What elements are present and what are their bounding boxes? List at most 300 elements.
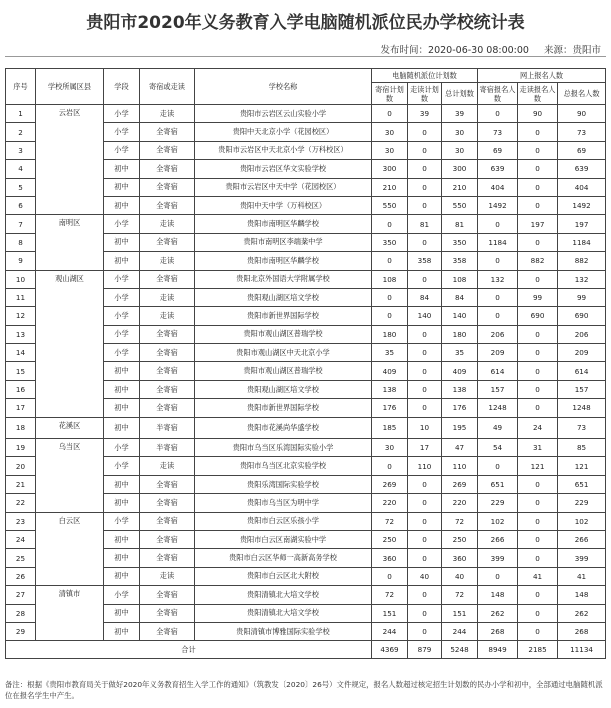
row-plan-boarding: 151 xyxy=(372,604,408,622)
row-plan-day: 10 xyxy=(408,417,442,438)
row-apply-total: 73 xyxy=(558,123,606,141)
row-apply-total: 132 xyxy=(558,270,606,288)
row-apply-total: 157 xyxy=(558,380,606,398)
row-apply-boarding: 102 xyxy=(478,512,518,530)
row-boarding: 全寄宿 xyxy=(140,475,195,493)
row-plan-day: 0 xyxy=(408,604,442,622)
header-plan-total: 总计划数 xyxy=(442,83,478,105)
row-boarding: 全寄宿 xyxy=(140,344,195,362)
row-apply-boarding: 0 xyxy=(478,307,518,325)
row-apply-boarding: 209 xyxy=(478,344,518,362)
row-apply-boarding: 148 xyxy=(478,586,518,604)
row-plan-day: 84 xyxy=(408,288,442,306)
row-apply-day: 0 xyxy=(518,549,558,567)
row-apply-day: 882 xyxy=(518,252,558,270)
row-plan-total: 140 xyxy=(442,307,478,325)
row-level: 小学 xyxy=(104,105,140,123)
row-plan-day: 0 xyxy=(408,380,442,398)
row-level: 小学 xyxy=(104,457,140,475)
row-plan-boarding: 35 xyxy=(372,344,408,362)
row-plan-total: 108 xyxy=(442,270,478,288)
row-school: 贵阳乐湾国际实验学校 xyxy=(195,475,372,493)
row-school: 贵阳市观山湖区中天北京小学 xyxy=(195,344,372,362)
row-apply-day: 41 xyxy=(518,567,558,585)
row-boarding: 走读 xyxy=(140,457,195,475)
row-apply-total: 639 xyxy=(558,160,606,178)
row-plan-total: 110 xyxy=(442,457,478,475)
row-seq: 10 xyxy=(6,270,36,288)
row-plan-boarding: 180 xyxy=(372,325,408,343)
row-seq: 6 xyxy=(6,196,36,214)
row-plan-day: 110 xyxy=(408,457,442,475)
row-plan-day: 0 xyxy=(408,362,442,380)
row-apply-total: 206 xyxy=(558,325,606,343)
row-apply-total: 262 xyxy=(558,604,606,622)
row-plan-boarding: 30 xyxy=(372,439,408,457)
row-apply-day: 0 xyxy=(518,494,558,512)
row-boarding: 全寄宿 xyxy=(140,586,195,604)
row-apply-total: 73 xyxy=(558,417,606,438)
row-boarding: 走读 xyxy=(140,288,195,306)
table-row xyxy=(6,417,606,438)
row-apply-boarding: 69 xyxy=(478,141,518,159)
row-level: 初中 xyxy=(104,178,140,196)
row-seq: 29 xyxy=(6,622,36,640)
row-district: 白云区 xyxy=(36,512,104,586)
publish-time: 发布时间：2020-06-30 08:00:00 xyxy=(380,45,529,56)
total-plan-day: 879 xyxy=(408,641,442,659)
row-seq: 18 xyxy=(6,417,36,438)
row-apply-boarding: 266 xyxy=(478,530,518,548)
row-plan-total: 72 xyxy=(442,586,478,604)
row-plan-total: 409 xyxy=(442,362,478,380)
row-apply-boarding: 639 xyxy=(478,160,518,178)
row-school: 贵阳市花溪尚华盛学校 xyxy=(195,417,372,438)
row-apply-day: 31 xyxy=(518,439,558,457)
row-apply-boarding: 262 xyxy=(478,604,518,622)
row-level: 初中 xyxy=(104,233,140,251)
row-school: 贵阳清镇北大培文学校 xyxy=(195,604,372,622)
row-plan-boarding: 72 xyxy=(372,512,408,530)
row-seq: 2 xyxy=(6,123,36,141)
row-apply-boarding: 132 xyxy=(478,270,518,288)
row-apply-total: 102 xyxy=(558,512,606,530)
row-apply-total: 209 xyxy=(558,344,606,362)
row-seq: 24 xyxy=(6,530,36,548)
row-plan-day: 0 xyxy=(408,622,442,640)
row-apply-day: 690 xyxy=(518,307,558,325)
row-boarding: 全寄宿 xyxy=(140,141,195,159)
row-apply-total: 614 xyxy=(558,362,606,380)
row-plan-boarding: 244 xyxy=(372,622,408,640)
row-plan-total: 220 xyxy=(442,494,478,512)
row-apply-day: 0 xyxy=(518,604,558,622)
row-plan-day: 40 xyxy=(408,567,442,585)
row-apply-boarding: 1492 xyxy=(478,196,518,214)
row-level: 初中 xyxy=(104,567,140,585)
row-apply-day: 0 xyxy=(518,160,558,178)
row-seq: 20 xyxy=(6,457,36,475)
row-boarding: 走读 xyxy=(140,252,195,270)
row-apply-boarding: 0 xyxy=(478,105,518,123)
row-school: 贵阳市南明区华麟学校 xyxy=(195,252,372,270)
row-plan-total: 269 xyxy=(442,475,478,493)
row-plan-total: 30 xyxy=(442,141,478,159)
row-apply-boarding: 1248 xyxy=(478,399,518,417)
row-apply-total: 85 xyxy=(558,439,606,457)
row-apply-total: 41 xyxy=(558,567,606,585)
row-level: 初中 xyxy=(104,622,140,640)
total-apply-total: 11134 xyxy=(558,641,606,659)
row-apply-boarding: 49 xyxy=(478,417,518,438)
row-apply-boarding: 399 xyxy=(478,549,518,567)
row-apply-total: 1492 xyxy=(558,196,606,214)
row-apply-day: 0 xyxy=(518,123,558,141)
total-row xyxy=(6,641,606,659)
row-level: 初中 xyxy=(104,530,140,548)
header-apply-day: 走读报名人数 xyxy=(518,83,558,105)
row-apply-day: 197 xyxy=(518,215,558,233)
row-boarding: 走读 xyxy=(140,567,195,585)
row-plan-total: 176 xyxy=(442,399,478,417)
header-district: 学校所属区县 xyxy=(36,69,104,105)
row-seq: 26 xyxy=(6,567,36,585)
row-apply-day: 0 xyxy=(518,141,558,159)
row-school: 贵阳市新世界国际学校 xyxy=(195,399,372,417)
row-plan-day: 0 xyxy=(408,178,442,196)
row-level: 初中 xyxy=(104,417,140,438)
row-school: 贵阳市云岩区中天中学（花园校区） xyxy=(195,178,372,196)
row-plan-boarding: 360 xyxy=(372,549,408,567)
row-seq: 28 xyxy=(6,604,36,622)
row-apply-day: 0 xyxy=(518,399,558,417)
row-seq: 8 xyxy=(6,233,36,251)
row-apply-boarding: 0 xyxy=(478,567,518,585)
row-plan-day: 0 xyxy=(408,233,442,251)
row-school: 贵阳市南明区李端棻中学 xyxy=(195,233,372,251)
row-apply-boarding: 0 xyxy=(478,215,518,233)
row-plan-total: 210 xyxy=(442,178,478,196)
row-plan-day: 0 xyxy=(408,530,442,548)
total-plan-total: 5248 xyxy=(442,641,478,659)
row-seq: 15 xyxy=(6,362,36,380)
row-plan-total: 151 xyxy=(442,604,478,622)
row-district: 清镇市 xyxy=(36,586,104,641)
row-apply-total: 690 xyxy=(558,307,606,325)
row-level: 小学 xyxy=(104,586,140,604)
row-boarding: 全寄宿 xyxy=(140,325,195,343)
row-apply-day: 0 xyxy=(518,196,558,214)
row-apply-day: 99 xyxy=(518,288,558,306)
title-divider xyxy=(5,56,606,57)
row-apply-day: 0 xyxy=(518,586,558,604)
row-plan-day: 0 xyxy=(408,270,442,288)
row-plan-day: 0 xyxy=(408,160,442,178)
row-plan-boarding: 72 xyxy=(372,586,408,604)
row-plan-boarding: 269 xyxy=(372,475,408,493)
row-plan-total: 138 xyxy=(442,380,478,398)
row-school: 贵阳市白云区华师一高新高务学校 xyxy=(195,549,372,567)
row-plan-day: 0 xyxy=(408,141,442,159)
row-plan-day: 140 xyxy=(408,307,442,325)
row-plan-day: 17 xyxy=(408,439,442,457)
row-apply-day: 0 xyxy=(518,270,558,288)
row-plan-total: 360 xyxy=(442,549,478,567)
row-plan-total: 84 xyxy=(442,288,478,306)
row-apply-day: 0 xyxy=(518,530,558,548)
row-apply-total: 651 xyxy=(558,475,606,493)
row-plan-day: 0 xyxy=(408,475,442,493)
row-school: 贵阳市乌当区为明中学 xyxy=(195,494,372,512)
row-apply-total: 69 xyxy=(558,141,606,159)
row-boarding: 走读 xyxy=(140,307,195,325)
row-district: 云岩区 xyxy=(36,105,104,215)
row-seq: 9 xyxy=(6,252,36,270)
row-apply-day: 0 xyxy=(518,233,558,251)
row-plan-day: 358 xyxy=(408,252,442,270)
row-plan-total: 35 xyxy=(442,344,478,362)
row-school: 贵阳中天北京小学（花园校区） xyxy=(195,123,372,141)
row-level: 初中 xyxy=(104,494,140,512)
row-seq: 22 xyxy=(6,494,36,512)
row-plan-total: 47 xyxy=(442,439,478,457)
header-plan-day: 走读计划数 xyxy=(408,83,442,105)
row-seq: 19 xyxy=(6,439,36,457)
row-seq: 5 xyxy=(6,178,36,196)
row-level: 初中 xyxy=(104,252,140,270)
row-plan-total: 195 xyxy=(442,417,478,438)
header-seq: 序号 xyxy=(6,69,36,105)
row-apply-day: 0 xyxy=(518,362,558,380)
total-plan-boarding: 4369 xyxy=(372,641,408,659)
row-school: 贵阳市新世界国际学校 xyxy=(195,307,372,325)
row-plan-boarding: 30 xyxy=(372,123,408,141)
row-apply-day: 0 xyxy=(518,325,558,343)
row-apply-boarding: 54 xyxy=(478,439,518,457)
row-seq: 3 xyxy=(6,141,36,159)
row-apply-day: 0 xyxy=(518,380,558,398)
row-seq: 1 xyxy=(6,105,36,123)
row-boarding: 全寄宿 xyxy=(140,399,195,417)
source-label: 来源：贵阳市 xyxy=(543,45,601,56)
header-apply-total: 总报名人数 xyxy=(558,83,606,105)
row-plan-total: 300 xyxy=(442,160,478,178)
row-plan-boarding: 0 xyxy=(372,215,408,233)
row-apply-boarding: 268 xyxy=(478,622,518,640)
row-seq: 16 xyxy=(6,380,36,398)
row-seq: 11 xyxy=(6,288,36,306)
row-plan-boarding: 0 xyxy=(372,252,408,270)
row-plan-day: 0 xyxy=(408,399,442,417)
row-apply-boarding: 73 xyxy=(478,123,518,141)
row-plan-total: 358 xyxy=(442,252,478,270)
row-plan-boarding: 210 xyxy=(372,178,408,196)
row-school: 贵阳北京外国语大学附属学校 xyxy=(195,270,372,288)
row-plan-day: 39 xyxy=(408,105,442,123)
header-school: 学校名称 xyxy=(195,69,372,105)
row-seq: 17 xyxy=(6,399,36,417)
row-boarding: 全寄宿 xyxy=(140,123,195,141)
row-seq: 27 xyxy=(6,586,36,604)
row-school: 贵阳市乌当区北京实验学校 xyxy=(195,457,372,475)
row-plan-day: 0 xyxy=(408,123,442,141)
row-plan-boarding: 550 xyxy=(372,196,408,214)
row-boarding: 半寄宿 xyxy=(140,417,195,438)
row-boarding: 全寄宿 xyxy=(140,270,195,288)
row-plan-total: 244 xyxy=(442,622,478,640)
row-plan-day: 0 xyxy=(408,344,442,362)
row-level: 小学 xyxy=(104,270,140,288)
row-plan-boarding: 0 xyxy=(372,105,408,123)
row-apply-total: 229 xyxy=(558,494,606,512)
row-apply-boarding: 229 xyxy=(478,494,518,512)
row-plan-boarding: 0 xyxy=(372,457,408,475)
table-row xyxy=(6,215,606,233)
row-level: 小学 xyxy=(104,439,140,457)
row-boarding: 全寄宿 xyxy=(140,178,195,196)
row-apply-day: 0 xyxy=(518,178,558,196)
row-level: 初中 xyxy=(104,399,140,417)
row-apply-boarding: 404 xyxy=(478,178,518,196)
row-plan-day: 0 xyxy=(408,586,442,604)
row-boarding: 全寄宿 xyxy=(140,530,195,548)
row-plan-boarding: 409 xyxy=(372,362,408,380)
row-district: 花溪区 xyxy=(36,417,104,438)
row-apply-day: 0 xyxy=(518,344,558,362)
row-plan-boarding: 108 xyxy=(372,270,408,288)
table-row xyxy=(6,105,606,123)
row-level: 小学 xyxy=(104,307,140,325)
row-apply-total: 1184 xyxy=(558,233,606,251)
row-boarding: 走读 xyxy=(140,105,195,123)
row-level: 小学 xyxy=(104,141,140,159)
row-school: 贵阳清镇市博雅国际实验学校 xyxy=(195,622,372,640)
total-label: 合计 xyxy=(6,641,372,659)
row-boarding: 全寄宿 xyxy=(140,380,195,398)
row-boarding: 全寄宿 xyxy=(140,494,195,512)
row-school: 贵阳市观山湖区普瑞学校 xyxy=(195,362,372,380)
row-plan-total: 250 xyxy=(442,530,478,548)
row-school: 贵阳观山湖区培文学校 xyxy=(195,380,372,398)
row-school: 贵阳市乌当区乐湾国际实验小学 xyxy=(195,439,372,457)
row-school: 贵阳市白云区乐孩小学 xyxy=(195,512,372,530)
row-seq: 4 xyxy=(6,160,36,178)
row-level: 初中 xyxy=(104,549,140,567)
table-row xyxy=(6,512,606,530)
header-apply-group: 网上报名人数 xyxy=(478,69,606,83)
total-apply-day: 2185 xyxy=(518,641,558,659)
publish-meta xyxy=(381,42,601,56)
row-plan-day: 0 xyxy=(408,494,442,512)
row-level: 初中 xyxy=(104,196,140,214)
page-title: 贵阳市2020年义务教育入学电脑随机派位民办学校统计表 xyxy=(86,13,525,33)
row-apply-boarding: 0 xyxy=(478,457,518,475)
row-level: 初中 xyxy=(104,380,140,398)
table-row xyxy=(6,439,606,457)
header-level: 学段 xyxy=(104,69,140,105)
row-plan-day: 0 xyxy=(408,325,442,343)
row-school: 贵阳市云岩区云山实验小学 xyxy=(195,105,372,123)
header-plan-boarding: 寄宿计划数 xyxy=(372,83,408,105)
row-apply-day: 121 xyxy=(518,457,558,475)
row-level: 初中 xyxy=(104,604,140,622)
row-plan-day: 0 xyxy=(408,512,442,530)
row-apply-day: 0 xyxy=(518,475,558,493)
row-boarding: 全寄宿 xyxy=(140,160,195,178)
row-plan-total: 39 xyxy=(442,105,478,123)
row-boarding: 半寄宿 xyxy=(140,439,195,457)
row-plan-boarding: 220 xyxy=(372,494,408,512)
row-plan-boarding: 30 xyxy=(372,141,408,159)
row-seq: 25 xyxy=(6,549,36,567)
row-apply-total: 404 xyxy=(558,178,606,196)
row-district: 观山湖区 xyxy=(36,270,104,417)
row-level: 小学 xyxy=(104,325,140,343)
row-plan-total: 180 xyxy=(442,325,478,343)
row-seq: 14 xyxy=(6,344,36,362)
row-apply-day: 0 xyxy=(518,622,558,640)
row-school: 贵阳市南明区华麟学校 xyxy=(195,215,372,233)
row-level: 小学 xyxy=(104,344,140,362)
row-apply-boarding: 0 xyxy=(478,288,518,306)
row-apply-total: 90 xyxy=(558,105,606,123)
row-apply-total: 268 xyxy=(558,622,606,640)
row-boarding: 全寄宿 xyxy=(140,549,195,567)
row-apply-total: 121 xyxy=(558,457,606,475)
row-seq: 21 xyxy=(6,475,36,493)
row-apply-boarding: 206 xyxy=(478,325,518,343)
row-plan-boarding: 138 xyxy=(372,380,408,398)
row-apply-day: 90 xyxy=(518,105,558,123)
row-apply-boarding: 0 xyxy=(478,252,518,270)
row-plan-boarding: 0 xyxy=(372,288,408,306)
total-apply-boarding: 8949 xyxy=(478,641,518,659)
row-plan-day: 0 xyxy=(408,549,442,567)
row-apply-total: 399 xyxy=(558,549,606,567)
row-plan-boarding: 0 xyxy=(372,567,408,585)
row-plan-boarding: 250 xyxy=(372,530,408,548)
row-school: 贵阳市云岩区中天北京小学（万科校区） xyxy=(195,141,372,159)
row-apply-boarding: 157 xyxy=(478,380,518,398)
row-district: 南明区 xyxy=(36,215,104,270)
row-plan-total: 30 xyxy=(442,123,478,141)
row-plan-total: 40 xyxy=(442,567,478,585)
row-plan-boarding: 185 xyxy=(372,417,408,438)
row-apply-total: 148 xyxy=(558,586,606,604)
row-plan-total: 550 xyxy=(442,196,478,214)
row-school: 贵阳观山湖区培文学校 xyxy=(195,288,372,306)
row-apply-total: 882 xyxy=(558,252,606,270)
row-level: 初中 xyxy=(104,160,140,178)
row-plan-boarding: 300 xyxy=(372,160,408,178)
row-boarding: 走读 xyxy=(140,215,195,233)
row-plan-boarding: 0 xyxy=(372,307,408,325)
row-seq: 7 xyxy=(6,215,36,233)
table-row xyxy=(6,586,606,604)
row-school: 贵阳市观山湖区普瑞学校 xyxy=(195,325,372,343)
header-boarding: 寄宿或走读 xyxy=(140,69,195,105)
row-level: 初中 xyxy=(104,475,140,493)
row-plan-day: 0 xyxy=(408,196,442,214)
row-level: 小学 xyxy=(104,215,140,233)
row-boarding: 全寄宿 xyxy=(140,196,195,214)
row-seq: 13 xyxy=(6,325,36,343)
row-school: 贵阳市云岩区华文实验学校 xyxy=(195,160,372,178)
row-seq: 23 xyxy=(6,512,36,530)
row-school: 贵阳清镇北大培文学校 xyxy=(195,586,372,604)
row-apply-day: 0 xyxy=(518,512,558,530)
row-boarding: 全寄宿 xyxy=(140,622,195,640)
